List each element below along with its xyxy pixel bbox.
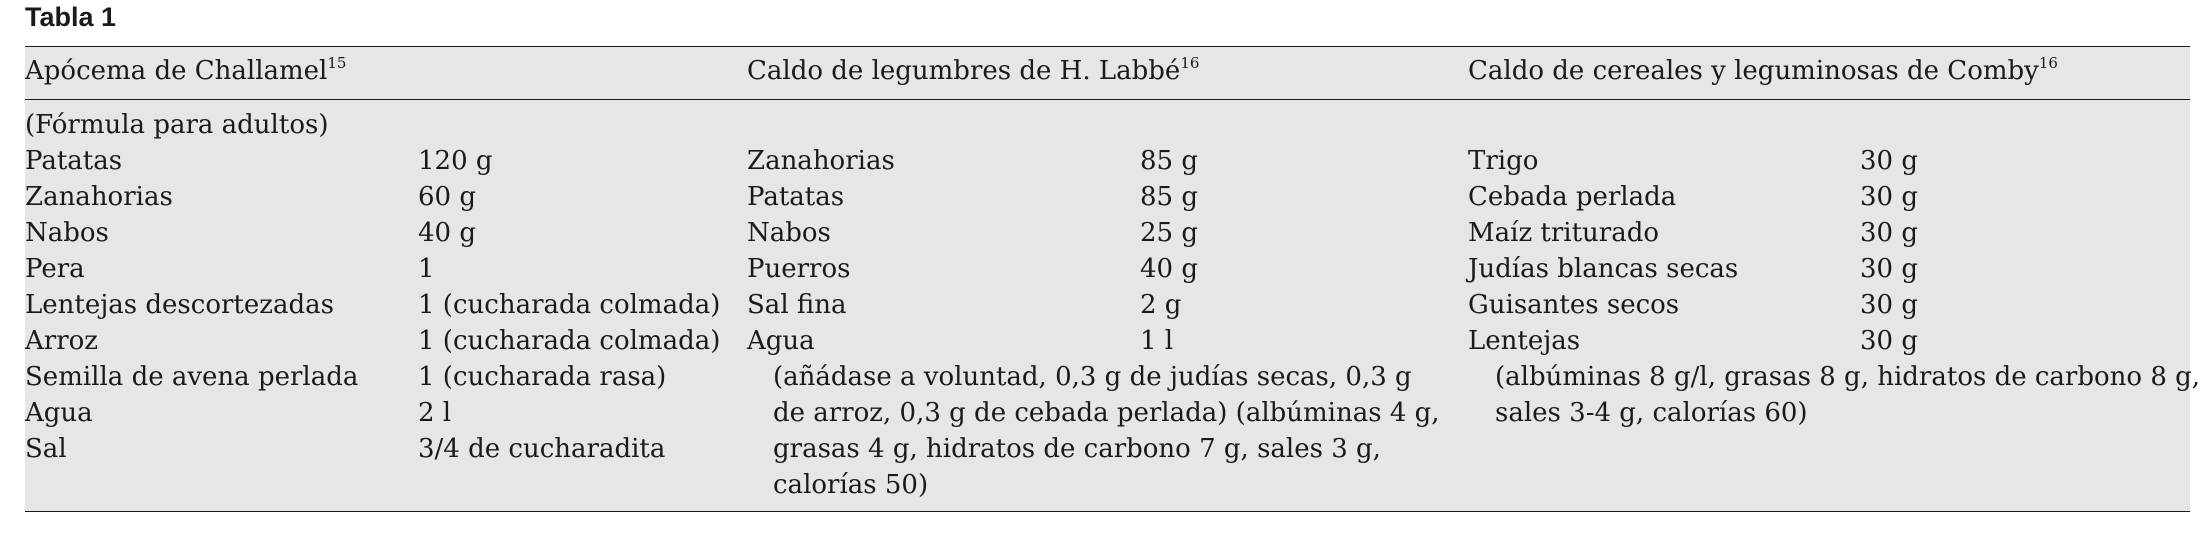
column-header-title: Caldo de cereales y leguminosas de Comby bbox=[1468, 56, 2039, 86]
header-divider bbox=[25, 99, 2190, 100]
ingredient-quantity: 1 (cucharada rasa) bbox=[418, 362, 667, 392]
nutrition-note bbox=[1495, 359, 2200, 431]
ingredient-name: Zanahorias bbox=[25, 182, 173, 212]
ingredient-quantity: 2 l bbox=[418, 398, 452, 428]
ingredient-quantity: 30 g bbox=[1860, 290, 1918, 320]
ingredient-name: Sal bbox=[25, 434, 67, 464]
note-line: de arroz, 0,3 g de cebada perlada) (albúminas 4 g, bbox=[773, 398, 1440, 428]
column-header-title: Apócema de Challamel bbox=[25, 56, 328, 86]
ingredient-quantity: 3/4 de cucharadita bbox=[418, 434, 666, 464]
column-header-title: Caldo de legumbres de H. Labbé bbox=[747, 56, 1181, 86]
ingredient-name: Patatas bbox=[747, 182, 845, 212]
reference-superscript: 16 bbox=[1180, 54, 1200, 72]
column-header-labbe bbox=[747, 56, 1199, 86]
note-line: calorías 50) bbox=[773, 470, 929, 500]
note-line: sales 3-4 g, calorías 60) bbox=[1495, 398, 1808, 428]
ingredient-quantity: 1 l bbox=[1140, 326, 1174, 356]
column-subheading: (Fórmula para adultos) bbox=[25, 110, 329, 140]
ingredient-quantity: 85 g bbox=[1140, 146, 1198, 176]
ingredient-quantity: 1 bbox=[418, 254, 435, 284]
ingredient-name: Agua bbox=[747, 326, 815, 356]
ingredient-quantity: 2 g bbox=[1140, 290, 1182, 320]
ingredient-name: Patatas bbox=[25, 146, 123, 176]
reference-superscript: 15 bbox=[327, 54, 347, 72]
ingredient-name: Judías blancas secas bbox=[1468, 254, 1739, 284]
ingredient-quantity: 1 (cucharada colmada) bbox=[418, 290, 721, 320]
ingredient-name: Nabos bbox=[747, 218, 831, 248]
ingredient-name: Nabos bbox=[25, 218, 109, 248]
column-header-challamel bbox=[25, 56, 346, 86]
ingredient-quantity: 85 g bbox=[1140, 182, 1198, 212]
recipe-table bbox=[25, 46, 2201, 512]
ingredient-name: Zanahorias bbox=[747, 146, 895, 176]
ingredient-quantity: 25 g bbox=[1140, 218, 1198, 248]
ingredient-name: Pera bbox=[25, 254, 85, 284]
ingredient-quantity: 30 g bbox=[1860, 326, 1918, 356]
ingredient-quantity: 60 g bbox=[418, 182, 476, 212]
ingredient-name: Lentejas bbox=[1468, 326, 1581, 356]
table-caption: Tabla 1 bbox=[25, 2, 117, 32]
ingredient-quantity: 120 g bbox=[418, 146, 493, 176]
note-line: (albúminas 8 g/l, grasas 8 g, hidratos de carbono 8 g, bbox=[1495, 362, 2201, 392]
ingredient-quantity: 30 g bbox=[1860, 254, 1918, 284]
ingredient-name: Guisantes secos bbox=[1468, 290, 1680, 320]
note-line: grasas 4 g, hidratos de carbono 7 g, sales 3 g, bbox=[773, 434, 1381, 464]
ingredient-name: Sal fina bbox=[747, 290, 847, 320]
ingredient-quantity: 40 g bbox=[1140, 254, 1198, 284]
ingredient-quantity: 1 (cucharada colmada) bbox=[418, 326, 721, 356]
ingredient-name: Trigo bbox=[1468, 146, 1539, 176]
ingredient-quantity: 30 g bbox=[1860, 182, 1918, 212]
nutrition-note bbox=[773, 359, 1440, 503]
column-header-comby bbox=[1468, 56, 2058, 86]
ingredient-quantity: 30 g bbox=[1860, 146, 1918, 176]
ingredient-name: Arroz bbox=[25, 326, 98, 356]
ingredient-name: Lentejas descortezadas bbox=[25, 290, 334, 320]
note-line: (añádase a voluntad, 0,3 g de judías secas, 0,3 g bbox=[773, 362, 1412, 392]
reference-superscript: 16 bbox=[2038, 54, 2058, 72]
ingredient-name: Puerros bbox=[747, 254, 851, 284]
ingredient-quantity: 30 g bbox=[1860, 218, 1918, 248]
ingredient-name: Maíz triturado bbox=[1468, 218, 1660, 248]
ingredient-quantity: 40 g bbox=[418, 218, 476, 248]
ingredient-name: Agua bbox=[25, 398, 93, 428]
ingredient-name: Cebada perlada bbox=[1468, 182, 1677, 212]
ingredient-name: Semilla de avena perlada bbox=[25, 362, 359, 392]
